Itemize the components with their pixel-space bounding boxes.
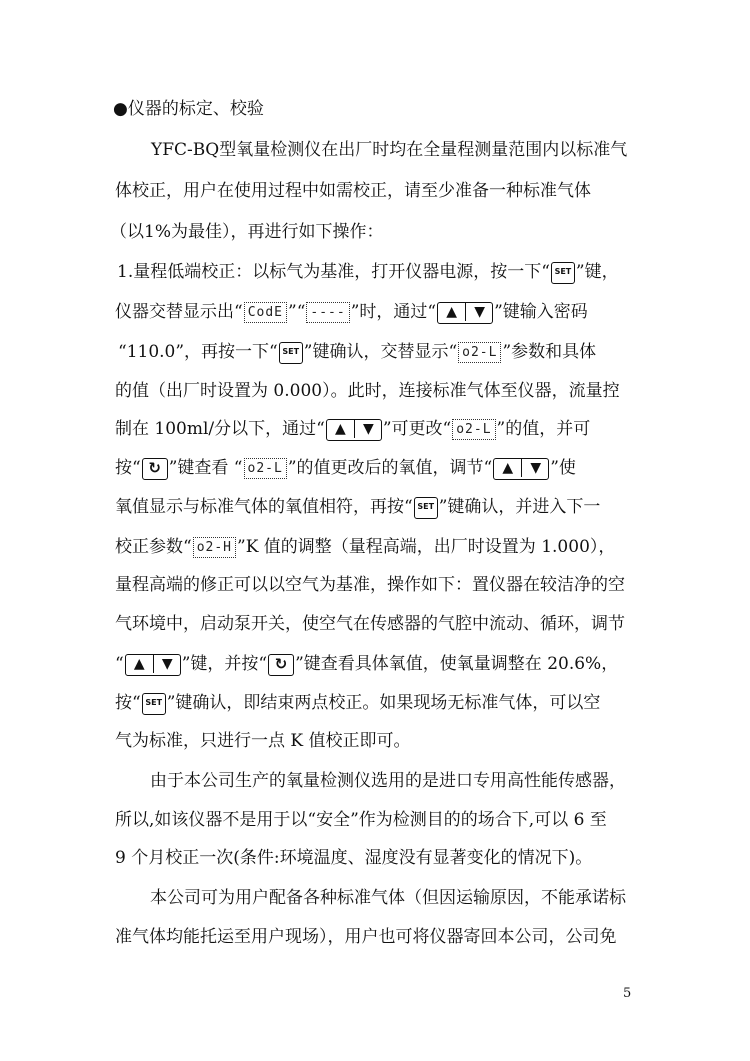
text: ”键确认，即结束两点校正。如果现场无标准气体，可以空 [166, 693, 601, 713]
para3-line1: 由于本公司生产的氧量检测仪选用的是进口专用高性能传感器， [150, 771, 626, 791]
text: 按“ [115, 458, 141, 478]
up-down-keys-icon [493, 458, 549, 480]
text: ”键， [575, 262, 619, 282]
text: ”可更改“ [382, 419, 452, 439]
dashes-display: ---- [306, 302, 349, 323]
text: 氧值显示与标准气体的氧值相符，再按“ [115, 497, 413, 517]
para2-line2 [115, 300, 588, 326]
text: 1.量程低端校正：以标气为基准，打开仪器电源，按一下“ [117, 262, 550, 282]
para3-line2: 所以,如该仪器不是用于以“安全”作为检测目的的场合下,可以 6 至 [115, 810, 607, 830]
o2l-display: o2-L [452, 419, 495, 440]
para2-line10: 气环境中，启动泵开关，使空气在传感器的气腔中流动、循环，调节 [115, 614, 625, 634]
text: 制在 100ml/分以下，通过“ [115, 419, 325, 439]
o2l-display: o2-L [244, 458, 287, 479]
set-key-icon: SET [279, 342, 303, 364]
para2-line13: 气为标准，只进行一点 K 值校正即可。 [115, 731, 411, 751]
text: ”键查看具体氧值，使氧量调整在 20.6%， [295, 654, 619, 674]
up-down-keys-icon [125, 654, 181, 676]
text: ”的值，并可 [496, 419, 591, 439]
para1-line3: （以1%为最佳），再进行如下操作： [110, 222, 384, 242]
text: ”使 [550, 458, 576, 478]
down-arrow-icon: ▼ [354, 420, 382, 438]
set-key-icon: SET [414, 497, 438, 519]
set-key-icon: SET [551, 262, 575, 284]
text: ”键确认，交替显示“ [303, 342, 458, 362]
para3-line3: 9 个月校正一次(条件:环境温度、湿度没有显著变化的情况下)。 [115, 848, 593, 868]
text: ”键查看 “ [168, 458, 243, 478]
para1-line2: 体校正，用户在使用过程中如需校正，请至少准备一种标准气体 [115, 181, 591, 201]
para2-line9: 量程高端的修正可以以空气为基准，操作如下：置仪器在较洁净的空 [115, 575, 625, 595]
cycle-key-icon: ↻ [268, 654, 294, 676]
text: 按“ [115, 693, 141, 713]
up-arrow-icon: ▲ [133, 655, 145, 672]
page-number: 5 [623, 986, 632, 1001]
text: ”键确认，并进入下一 [438, 497, 601, 517]
section-heading: ●仪器的标定、校验 [113, 99, 264, 119]
para2-line5 [115, 417, 590, 443]
text: ”K 值的调整（量程高端，出厂时设置为 1.000）， [237, 537, 616, 557]
up-down-keys-icon [437, 302, 493, 324]
para2-line4: 的值（出厂时设置为 0.000）。此时，连接标准气体至仪器，流量控 [115, 381, 620, 401]
up-arrow-icon: ▲ [446, 303, 457, 320]
text: “ [115, 654, 124, 674]
text: ”键，并按“ [181, 654, 268, 674]
para4-line2: 准气体均能托运至用户现场），用户也可将仪器寄回本公司，公司免 [115, 927, 617, 947]
down-arrow-icon: ▼ [521, 459, 549, 477]
text: 仪器交替显示出“ [115, 302, 243, 322]
text: “110.0”，再按一下“ [118, 342, 278, 362]
down-arrow-icon: ▼ [153, 655, 181, 673]
text: ”“ [288, 302, 306, 322]
o2l-display: o2-L [458, 342, 501, 363]
text: ”参数和具体 [502, 342, 597, 362]
para1-line1: YFC-BQ型氧量检测仪在出厂时均在全量程测量范围内以标准气 [151, 140, 628, 160]
para2-line6 [115, 456, 576, 482]
cycle-key-icon: ↻ [142, 458, 168, 480]
down-arrow-icon: ▼ [465, 303, 493, 321]
para2-line12 [115, 691, 600, 717]
para2-line1 [117, 260, 619, 286]
para2-line8 [115, 535, 615, 561]
up-down-keys-icon [326, 419, 382, 441]
text: ”时，通过“ [350, 302, 437, 322]
up-arrow-icon: ▲ [334, 420, 346, 437]
para4-line1: 本公司可为用户配备各种标准气体（但因运输原因，不能承诺标 [150, 888, 626, 908]
up-arrow-icon: ▲ [502, 459, 514, 476]
para2-line7 [115, 495, 600, 521]
para2-line3 [118, 340, 596, 366]
o2h-display: o2-H [193, 537, 236, 558]
text: 校正参数“ [115, 537, 192, 557]
set-key-icon: SET [142, 693, 166, 715]
text: ”的值更改后的氧值，调节“ [287, 458, 493, 478]
para2-line11 [115, 652, 618, 678]
code-display: CodE [244, 302, 287, 323]
text: ”键输入密码 [494, 302, 588, 322]
